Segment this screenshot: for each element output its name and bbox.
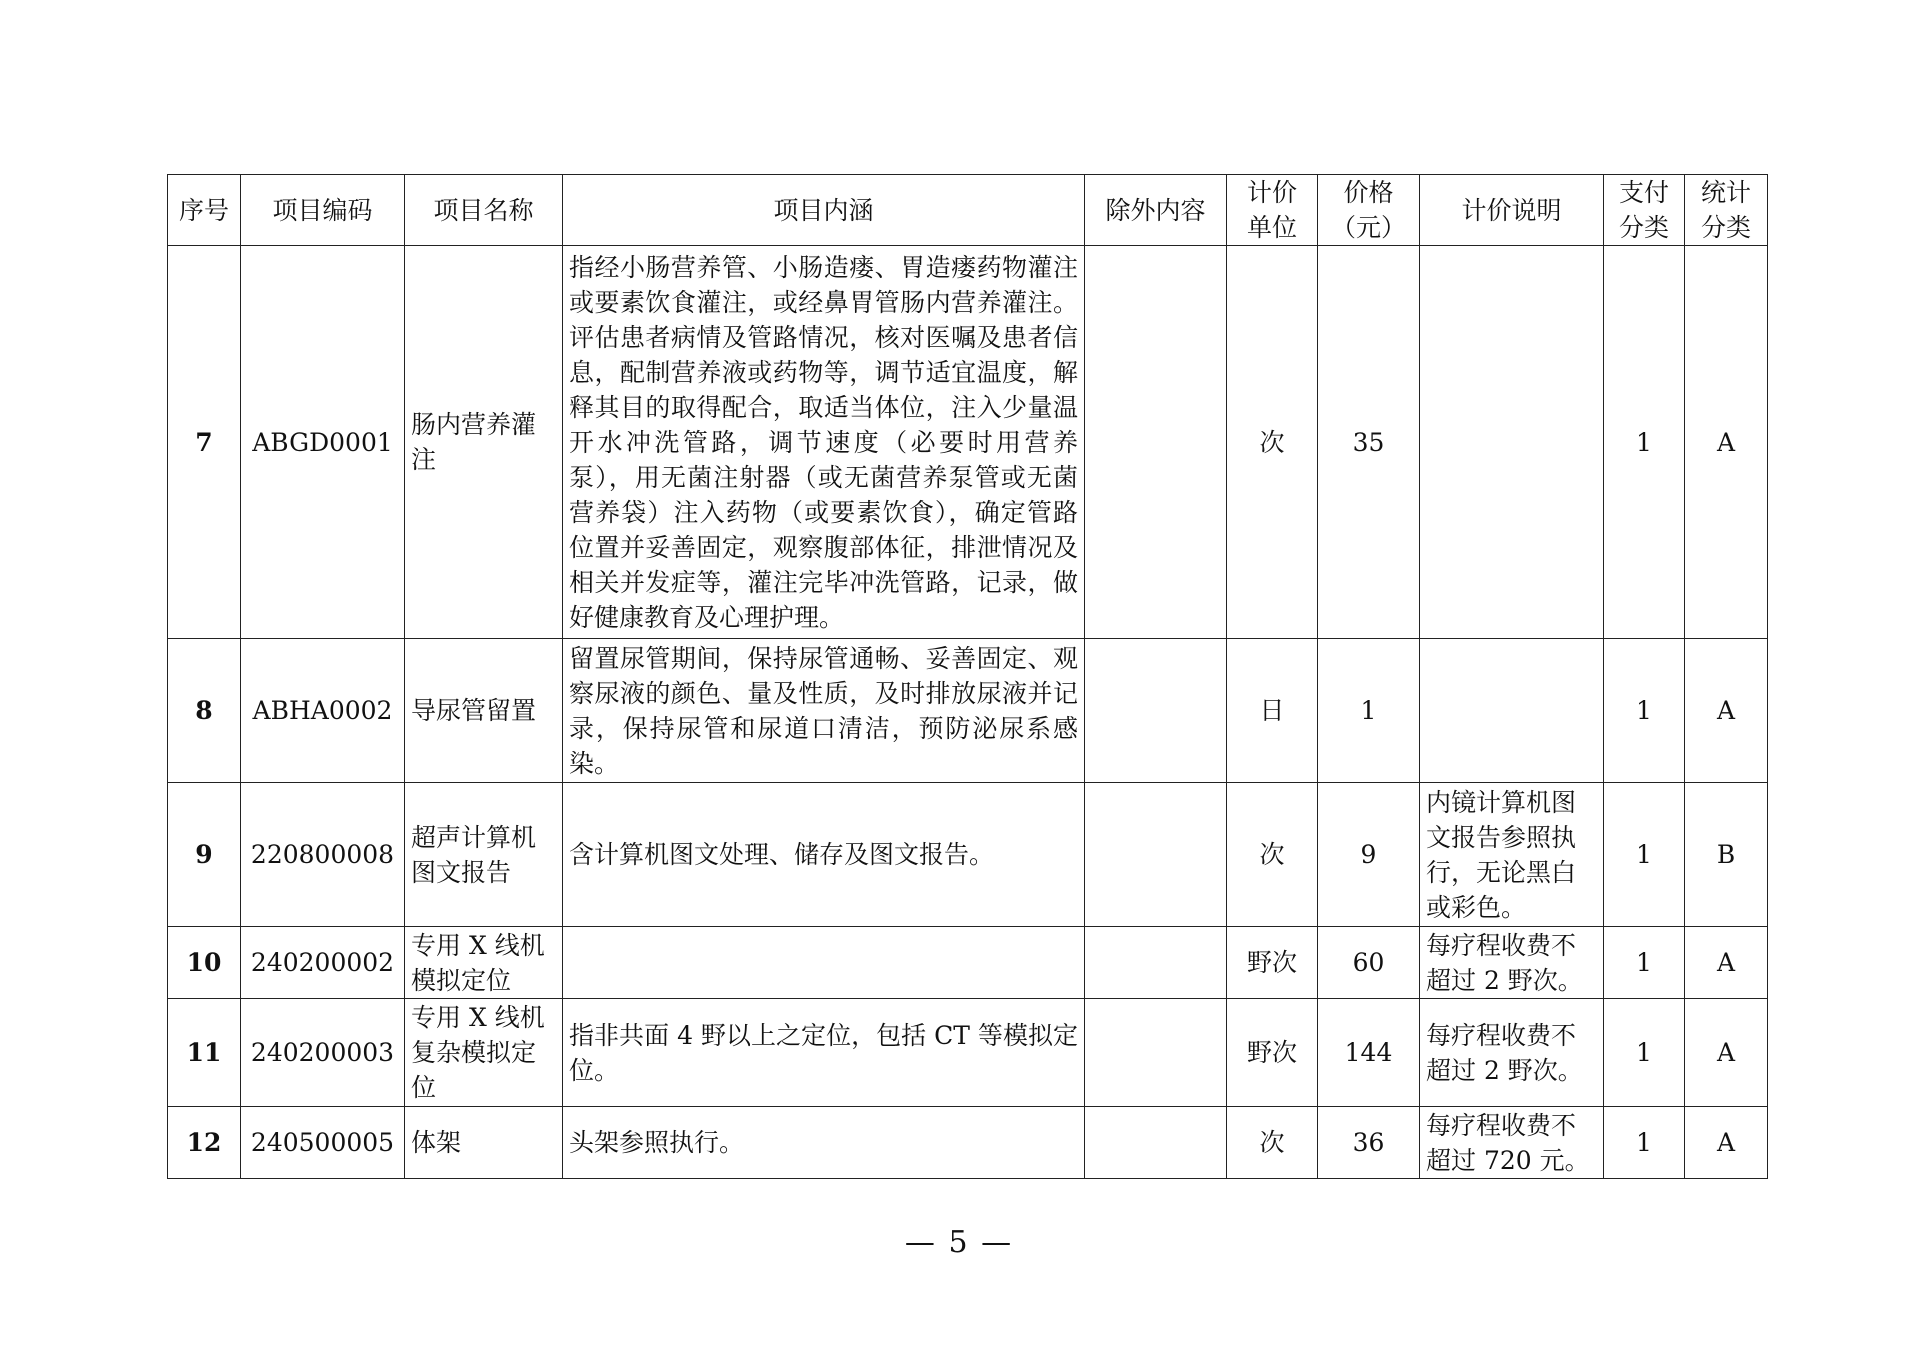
header-price-line2: （元） <box>1330 213 1406 242</box>
table-row <box>168 783 1768 927</box>
cell-stat: B <box>1685 783 1768 927</box>
cell-code: ABGD0001 <box>241 246 405 639</box>
header-pay-line2: 分类 <box>1618 213 1669 242</box>
cell-stat: A <box>1685 927 1768 999</box>
cell-code: 240500005 <box>241 1107 405 1179</box>
table-row <box>168 246 1768 639</box>
header-stat <box>1685 175 1768 246</box>
cell-pay: 1 <box>1604 783 1685 927</box>
cell-content: 指非共面 4 野以上之定位，包括 CT 等模拟定位。 <box>563 999 1085 1107</box>
cell-price: 36 <box>1318 1107 1420 1179</box>
table-row <box>168 999 1768 1107</box>
cell-pay: 1 <box>1604 639 1685 783</box>
table-header-row <box>168 175 1768 246</box>
header-excluded: 除外内容 <box>1085 175 1227 246</box>
header-stat-line2: 分类 <box>1700 213 1751 242</box>
header-content: 项目内涵 <box>563 175 1085 246</box>
header-unit-line2: 单位 <box>1246 213 1297 242</box>
header-unit-line1: 计价 <box>1246 178 1297 207</box>
table-row <box>168 639 1768 783</box>
table-row <box>168 927 1768 999</box>
cell-pay: 1 <box>1604 927 1685 999</box>
cell-seq: 10 <box>168 927 241 999</box>
cell-excluded <box>1085 783 1227 927</box>
cell-note: 每疗程收费不超过 2 野次。 <box>1420 927 1604 999</box>
cell-content <box>563 927 1085 999</box>
cell-stat: A <box>1685 246 1768 639</box>
header-unit <box>1227 175 1318 246</box>
cell-excluded <box>1085 246 1227 639</box>
cell-excluded <box>1085 639 1227 783</box>
cell-unit: 次 <box>1227 783 1318 927</box>
cell-excluded <box>1085 999 1227 1107</box>
cell-unit: 日 <box>1227 639 1318 783</box>
cell-excluded <box>1085 927 1227 999</box>
page-number: — 5 — <box>904 1225 1014 1260</box>
header-pay <box>1604 175 1685 246</box>
cell-name: 导尿管留置 <box>405 639 563 783</box>
cell-content: 头架参照执行。 <box>563 1107 1085 1179</box>
cell-pay: 1 <box>1604 1107 1685 1179</box>
cell-excluded <box>1085 1107 1227 1179</box>
cell-name: 肠内营养灌注 <box>405 246 563 639</box>
cell-pay: 1 <box>1604 246 1685 639</box>
cell-name: 专用 X 线机模拟定位 <box>405 927 563 999</box>
cell-content: 含计算机图文处理、储存及图文报告。 <box>563 783 1085 927</box>
cell-seq: 8 <box>168 639 241 783</box>
cell-name: 体架 <box>405 1107 563 1179</box>
header-name: 项目名称 <box>405 175 563 246</box>
cell-price: 60 <box>1318 927 1420 999</box>
cell-content: 留置尿管期间，保持尿管通畅、妥善固定、观察尿液的颜色、量及性质，及时排放尿液并记录，保持尿管和尿道口清洁，预防泌尿系感染。 <box>563 639 1085 783</box>
cell-seq: 7 <box>168 246 241 639</box>
header-seq: 序号 <box>168 175 241 246</box>
cell-unit: 次 <box>1227 246 1318 639</box>
cell-price: 35 <box>1318 246 1420 639</box>
cell-name: 超声计算机图文报告 <box>405 783 563 927</box>
cell-note: 每疗程收费不超过 720 元。 <box>1420 1107 1604 1179</box>
cell-unit: 次 <box>1227 1107 1318 1179</box>
table-row <box>168 1107 1768 1179</box>
cell-price: 9 <box>1318 783 1420 927</box>
cell-unit: 野次 <box>1227 927 1318 999</box>
cell-note: 内镜计算机图文报告参照执行，无论黑白或彩色。 <box>1420 783 1604 927</box>
cell-content: 指经小肠营养管、小肠造瘘、胃造瘘药物灌注或要素饮食灌注，或经鼻胃管肠内营养灌注。评估患者病情及管路情况，核对医嘱及患者信息，配制营养液或药物等，调节适宜温度，解释其目的取得配合，取适当体位，注入少量温开水冲洗管路，调节速度（必要时用营养泵），用无菌注射器（或无菌营养泵管或无菌营养袋）注入药物（或要素饮食），确定管路位置并妥善固定，观察腹部体征，排泄情况及相关并发症等，灌注完毕冲洗管路，记录，做好健康教育及心理护理。 <box>563 246 1085 639</box>
cell-pay: 1 <box>1604 999 1685 1107</box>
cell-name: 专用 X 线机复杂模拟定位 <box>405 999 563 1107</box>
cell-stat: A <box>1685 1107 1768 1179</box>
header-price-line1: 价格 <box>1343 178 1394 207</box>
cell-stat: A <box>1685 999 1768 1107</box>
header-pay-line1: 支付 <box>1618 178 1669 207</box>
cell-code: 240200002 <box>241 927 405 999</box>
cell-price: 144 <box>1318 999 1420 1107</box>
cell-seq: 12 <box>168 1107 241 1179</box>
cell-code: 240200003 <box>241 999 405 1107</box>
cell-price: 1 <box>1318 639 1420 783</box>
cell-seq: 9 <box>168 783 241 927</box>
cell-unit: 野次 <box>1227 999 1318 1107</box>
cell-code: ABHA0002 <box>241 639 405 783</box>
cell-note <box>1420 246 1604 639</box>
header-price <box>1318 175 1420 246</box>
header-code: 项目编码 <box>241 175 405 246</box>
header-note: 计价说明 <box>1420 175 1604 246</box>
header-stat-line1: 统计 <box>1700 178 1751 207</box>
cell-note <box>1420 639 1604 783</box>
price-table <box>167 174 1768 1179</box>
cell-seq: 11 <box>168 999 241 1107</box>
cell-stat: A <box>1685 639 1768 783</box>
cell-code: 220800008 <box>241 783 405 927</box>
cell-note: 每疗程收费不超过 2 野次。 <box>1420 999 1604 1107</box>
